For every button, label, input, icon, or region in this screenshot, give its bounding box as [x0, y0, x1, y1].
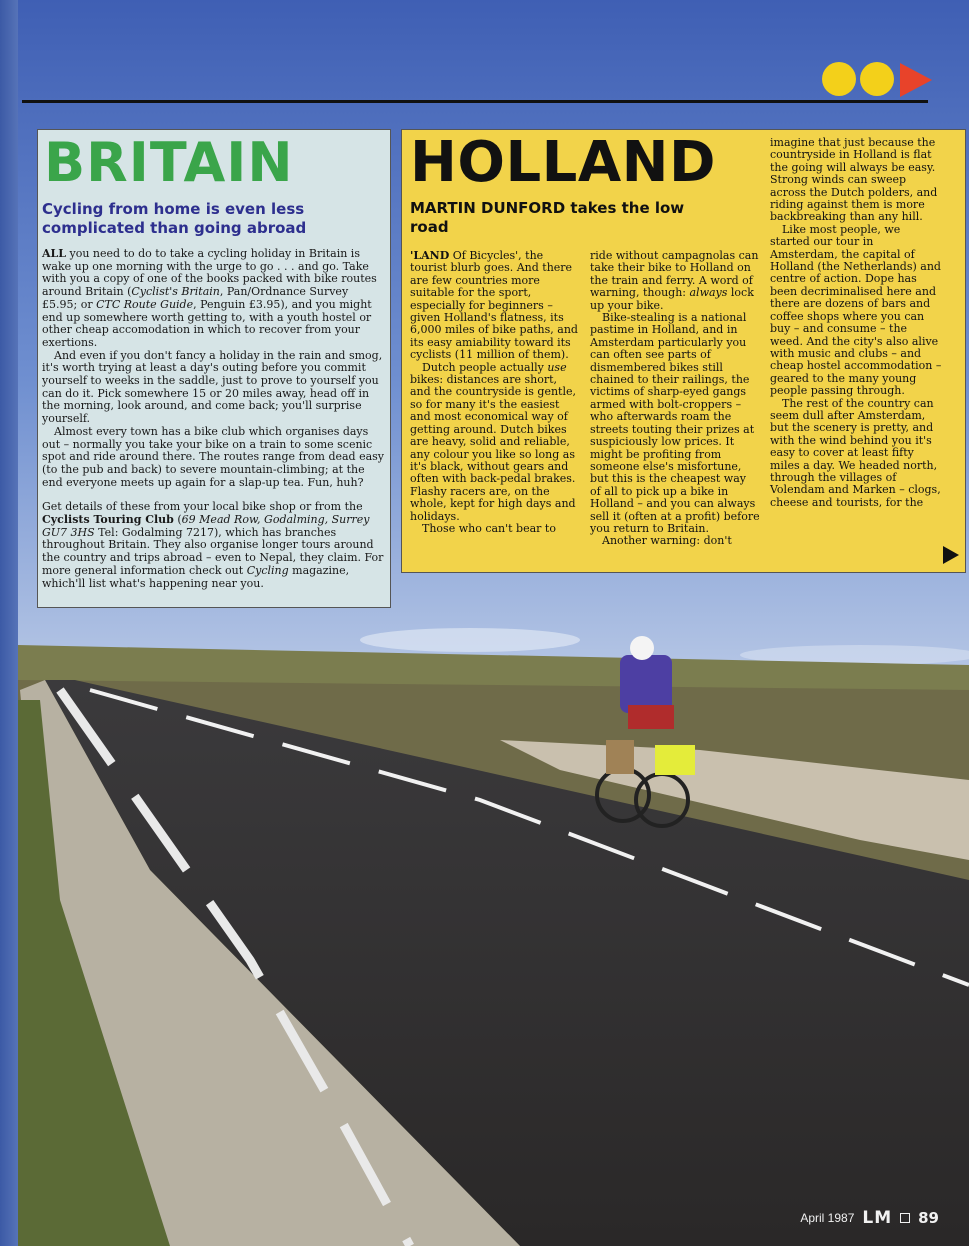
- page-footer: [800, 1208, 939, 1228]
- britain-paragraph-3: Almost every town has a bike club which organises days out – normally you take your bike on a train to some scenic spot and ride around there. The routes range from dead easy (to the pub and back) to severe mountain-climbing; at the end everyone meets up again for a slap-up tea. Fun, huh?: [42, 424, 385, 489]
- issue-date: April 1987: [800, 1211, 855, 1225]
- britain-paragraph-2: And even if you don't fancy a holiday in the rain and smog, it's worth trying at least a day's outing before you commit yourself to weeks in the saddle, just to prove to yourself you can do it. Pick somewhere 15 or 20 miles away, head off in the morning, look around, and come back; you'll surprise yourself.: [42, 348, 383, 426]
- yellow-dot-icon: [860, 62, 894, 96]
- magazine-logo: LM: [862, 1208, 893, 1228]
- britain-box: [37, 129, 391, 608]
- holland-column-1: 'LAND Of Bicycles', the tourist blurb goes. And there are few countries more suitable for the sport, especially for beginners – given Holland's flatness, its 6,000 miles of bike paths, and its easy amiability toward its cyclists (11 million of them). Dutch people actually use bikes: distances are short, and the countryside is gentle, so for many it's the easiest and most economical way of getting around. Dutch bikes are heavy, solid and reliable, any colour you like so long as it's black, without gears and often with back-pedal brakes. Flashy racers are, on the whole, kept for high days and holidays. Those who can't bear to: [410, 249, 578, 535]
- britain-paragraph-4: Get details of these from your local bike shop or from the Cyclists Touring Club (69 Mead Row, Godalming, Surrey GU7 3HS Tel: Godalming 7217), which has branches throughout Britain. They also organise longer tours around the country and trips abroad – even to Nepal, they claim. For more general information check out Cycling magazine, which'll list what's happening near you.: [42, 500, 384, 590]
- page-spine: [0, 0, 18, 1246]
- holland-column-2: ride without campagnolas can take their bike to Holland on the train and ferry. A word of warning, though: always lock up your bike. Bike-stealing is a national pastime in Holland, and in Amsterdam particularly you can often see parts of dismembered bikes still chained to their railings, the victims of sharp-eyed gangs armed with bolt-croppers – who afterwards roam the streets touting their prizes at suspiciously low prices. It might be profiting from someone else's misfortune, but this is the cheapest way of all to pick up a bike in Holland – and you can always sell it (often at a profit) before you return to Britain. Another warning: don't: [590, 249, 760, 548]
- header-rule: [22, 100, 928, 103]
- drop-lead: 'LAND: [410, 249, 450, 262]
- page-number: 89: [918, 1209, 939, 1227]
- section-marker: [822, 62, 934, 98]
- britain-paragraph-1: ALL you need to do to take a cycling holiday in Britain is wake up one morning with the urge to go . . . and go. Take with you a copy of one of the books packed with bike routes around Britain (Cyclist's Britain, Pan/Ordnance Survey £5.95; or CTC Route Guide, Penguin £3.95), and you might end up somewhere worth getting to, with a youth hostel or other cheap accomodation in which to recover from your exertions.: [42, 247, 377, 349]
- holland-box: [401, 129, 966, 573]
- square-icon: [900, 1213, 910, 1223]
- britain-title: BRITAIN: [44, 131, 294, 194]
- britain-subtitle: Cycling from home is even less complicated than going abroad: [42, 200, 307, 237]
- holland-subtitle: MARTIN DUNFORD takes the low road: [410, 199, 685, 236]
- continue-arrow-icon: [943, 546, 959, 564]
- holland-title: HOLLAND: [410, 130, 717, 195]
- red-arrow-icon: [900, 63, 932, 97]
- yellow-dot-icon: [822, 62, 856, 96]
- holland-column-3: imagine that just because the countryside in Holland is flat the going will always be easy. Strong winds can sweep across the Dutch polders, and riding against them is more backbreaking than any hill. Like most people, we started our tour in Amsterdam, the capital of Holland (the Netherlands) and centre of action. Dope has been decriminalised here and there are dozens of bars and coffee shops where you can buy – and consume – the weed. And the city's also alive with music and clubs – and cheap hostel accommodation – geared to the many young people passing through. The rest of the country can seem dull after Amsterdam, but the scenery is pretty, and with the wind behind you it's easy to cover at least fifty miles a day. We headed north, through the villages of Volendam and Marken – clogs, cheese and tourists, for the: [770, 136, 942, 509]
- drop-lead: ALL: [42, 247, 67, 260]
- britain-body: [42, 248, 386, 590]
